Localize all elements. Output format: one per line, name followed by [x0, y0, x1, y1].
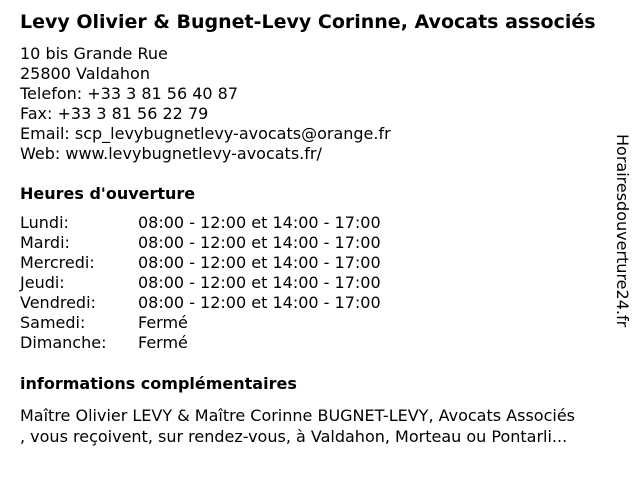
email-address: Email: scp_levybugnetlevy-avocats@orange.fr [20, 124, 391, 143]
day-label: Lundi: [20, 213, 69, 232]
day-label: Mardi: [20, 233, 70, 252]
info-line: , vous reçoivent, sur rendez-vous, à Valdahon, Morteau ou Pontarli... [20, 427, 568, 446]
hours-value: 08:00 - 12:00 et 14:00 - 17:00 [138, 293, 381, 312]
additional-info-text [20, 405, 624, 447]
day-label: Vendredi: [20, 293, 96, 312]
info-line: Maître Olivier LEVY & Maître Corinne BUGNET-LEVY, Avocats Associés [20, 406, 576, 425]
fax-number: Fax: +33 3 81 56 22 79 [20, 104, 209, 123]
opening-hours-heading: Heures d'ouverture [20, 184, 196, 203]
address-city: 25800 Valdahon [20, 64, 150, 83]
contact-block [20, 44, 391, 164]
day-label: Samedi: [20, 313, 86, 332]
hours-value: 08:00 - 12:00 et 14:00 - 17:00 [138, 253, 381, 272]
additional-info-heading: informations complémentaires [20, 374, 297, 393]
website-url: Web: www.levybugnetlevy-avocats.fr/ [20, 144, 322, 163]
phone-number: Telefon: +33 3 81 56 40 87 [20, 84, 239, 103]
hours-value: 08:00 - 12:00 et 14:00 - 17:00 [138, 273, 381, 292]
page-title: Levy Olivier & Bugnet-Levy Corinne, Avocats associés [20, 11, 596, 33]
hours-value: 08:00 - 12:00 et 14:00 - 17:00 [138, 233, 381, 252]
site-watermark: Horairesdouverture24.fr [613, 134, 632, 328]
day-label: Jeudi: [20, 273, 65, 292]
address-street: 10 bis Grande Rue [20, 44, 168, 63]
hours-value: Fermé [138, 313, 188, 332]
hours-value: 08:00 - 12:00 et 14:00 - 17:00 [138, 213, 381, 232]
day-label: Dimanche: [20, 333, 107, 352]
day-label: Mercredi: [20, 253, 95, 272]
hours-value: Fermé [138, 333, 188, 352]
